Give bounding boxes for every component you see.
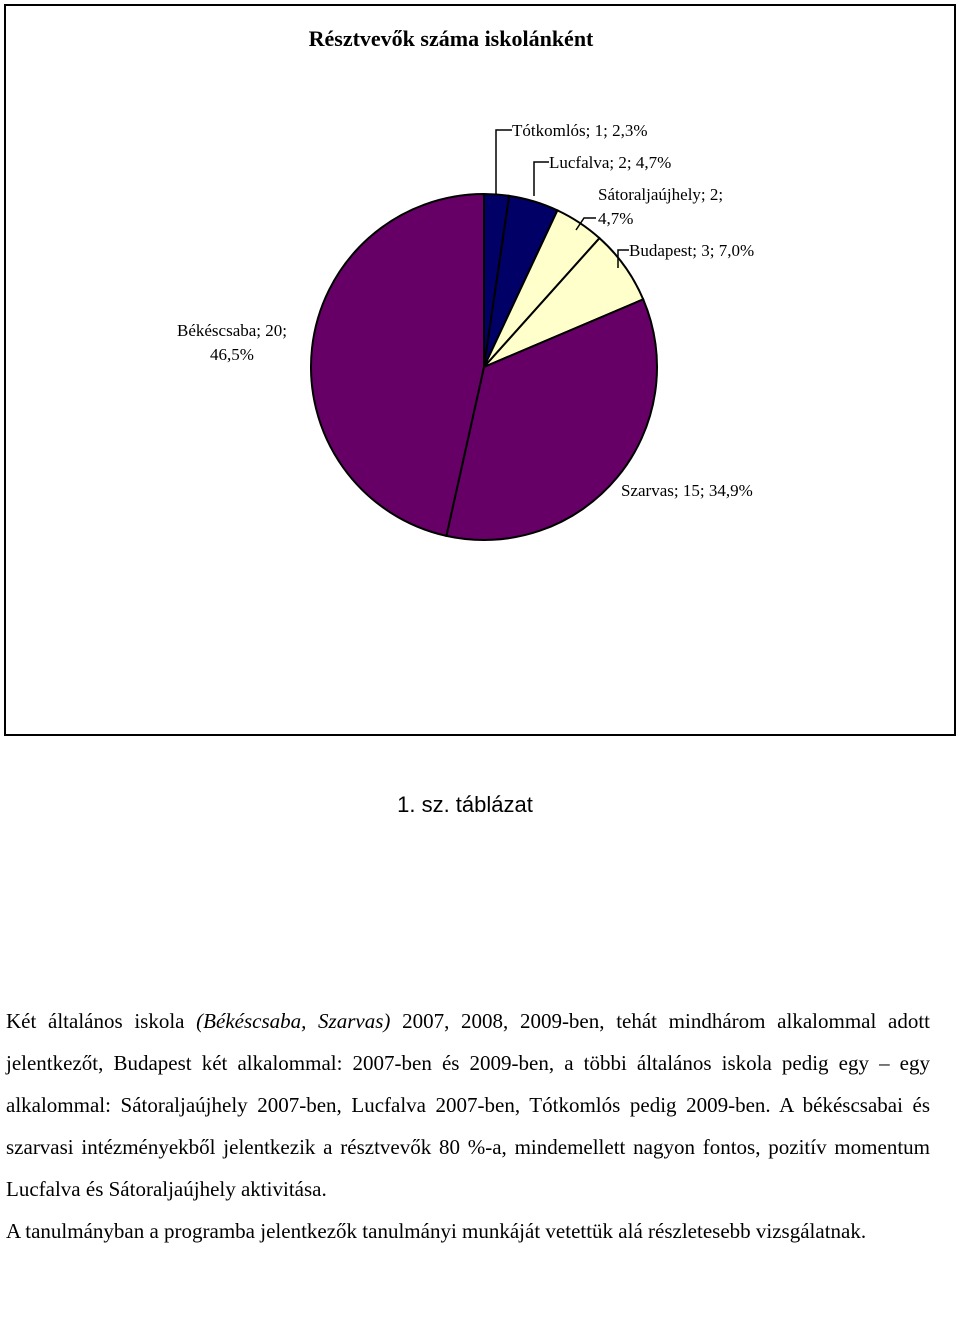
table-caption: 1. sz. táblázat xyxy=(397,792,533,817)
chart-title: Résztvevők száma iskolánként xyxy=(308,26,594,51)
data-label-lucfalva: Lucfalva; 2; 4,7% xyxy=(549,153,672,172)
pie-chart xyxy=(6,6,954,734)
data-label-budapest: Budapest; 3; 7,0% xyxy=(629,241,755,260)
paragraph-1-start: Két általános iskola xyxy=(6,1009,197,1033)
paragraph-1-rest: 2007, 2008, 2009-ben, tehát mindhárom alkalommal adott jelentkezőt, Budapest két alkalommal: 2007-ben és 2009-ben, a többi általános iskola pedig egy – egy alkalommal: Sátoraljaújhely 2007-ben, Lucfalva 2007-ben, Tótkomlós pedig 2009-ben. A békéscsabai és szarvasi intézményekből jelentkezik a résztvevők 80 %-a, mindemellett nagyon fontos, pozitív momentum Lucfalva és Sátoraljaújhely aktivitása. xyxy=(6,1009,930,1201)
paragraph-2: A tanulmányban a programba jelentkezők tanulmányi munkáját vetettük alá részletesebb vizsgálatnak. xyxy=(6,1219,867,1243)
data-label-totkomlos: Tótkomlós; 1; 2,3% xyxy=(512,121,648,140)
body-text xyxy=(6,1000,930,1252)
leader-line-lucfalva xyxy=(534,162,549,196)
data-label-bekescsaba: Békéscsaba; 20; 46,5% xyxy=(177,321,287,364)
paragraph-1 xyxy=(6,1000,930,1210)
paragraph-1-italic: (Békéscsaba, Szarvas) xyxy=(196,1009,391,1033)
data-label-szarvas: Szarvas; 15; 34,9% xyxy=(621,481,753,500)
leader-line-totkomlos xyxy=(496,130,512,194)
data-label-satoraljaujhely: Sátoraljaújhely; 2; 4,7% xyxy=(598,185,724,228)
chart-frame xyxy=(4,4,956,736)
pie-slice-bekescsaba xyxy=(311,194,484,536)
